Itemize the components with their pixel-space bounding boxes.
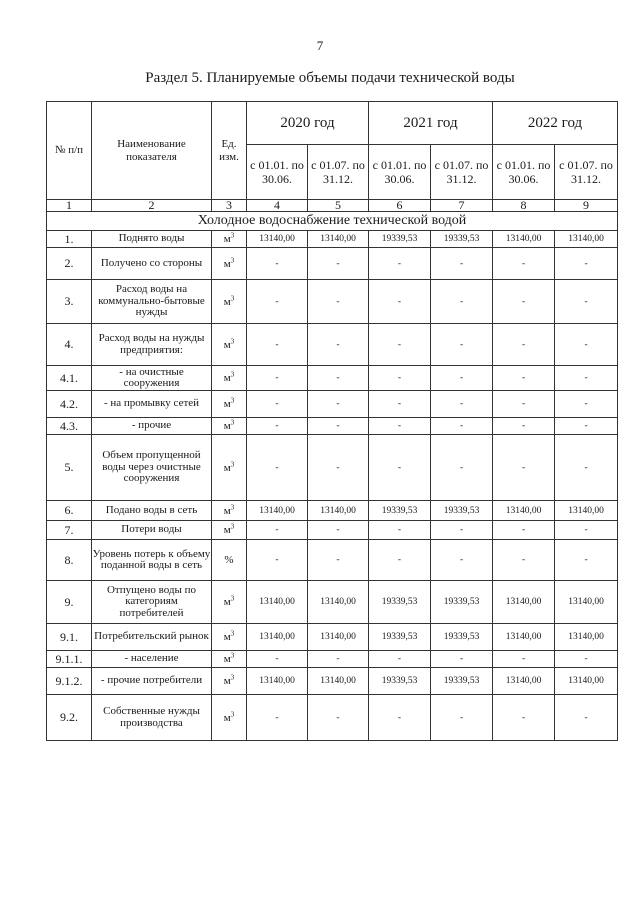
unit-exponent: 3 [230, 336, 235, 345]
value-cell: - [247, 418, 308, 435]
unit-exponent: 3 [230, 709, 235, 718]
value-cell: 13140,00 [308, 581, 369, 624]
value-cell: - [431, 521, 493, 540]
unit-base: м [223, 398, 231, 410]
value-cell: - [555, 248, 618, 280]
table-row [47, 521, 618, 540]
value-cell: - [555, 435, 618, 501]
value-cell: - [308, 280, 369, 324]
unit-base: м [223, 596, 231, 608]
unit-cell [212, 418, 247, 435]
value-cell: - [247, 521, 308, 540]
value-cell: - [493, 391, 555, 418]
unit-cell [212, 521, 247, 540]
unit-exponent: 3 [230, 396, 235, 405]
value-cell: - [308, 391, 369, 418]
value-cell: - [431, 366, 493, 391]
unit-base: м [223, 653, 231, 665]
value-cell: - [369, 435, 431, 501]
table-row [47, 624, 618, 651]
value-cell: - [369, 366, 431, 391]
value-cell: - [555, 540, 618, 581]
row-number: 6. [47, 501, 92, 521]
header-number: № п/п [47, 102, 92, 200]
row-number: 9. [47, 581, 92, 624]
value-cell: 19339,53 [431, 624, 493, 651]
value-cell: 13140,00 [555, 624, 618, 651]
indicator-name: Потребительский рынок [92, 624, 212, 651]
value-cell: 19339,53 [369, 581, 431, 624]
row-number: 7. [47, 521, 92, 540]
unit-base: м [223, 372, 231, 384]
indicator-name: Отпущено воды по категориям потребителей [92, 581, 212, 624]
table-row [47, 695, 618, 741]
value-cell: - [369, 418, 431, 435]
value-cell: - [555, 324, 618, 366]
value-cell: - [431, 695, 493, 741]
row-number: 9.1. [47, 624, 92, 651]
unit-base: м [223, 461, 231, 474]
value-cell: - [369, 695, 431, 741]
value-cell: - [555, 366, 618, 391]
column-number: 5 [308, 200, 369, 212]
unit-exponent: 3 [230, 370, 235, 379]
value-cell: - [247, 695, 308, 741]
indicator-name: - прочие [92, 418, 212, 435]
value-cell: - [493, 435, 555, 501]
value-cell: - [431, 651, 493, 668]
unit-exponent: 3 [230, 293, 235, 302]
value-cell: - [369, 651, 431, 668]
value-cell: - [493, 651, 555, 668]
indicator-name: Поднято воды [92, 231, 212, 248]
indicator-name: Объем пропущенной воды через очистные сооружения [92, 435, 212, 501]
value-cell: - [493, 695, 555, 741]
value-cell: - [555, 391, 618, 418]
unit-exponent: 3 [230, 255, 235, 264]
unit-base: м [223, 295, 231, 308]
table-row [47, 231, 618, 248]
value-cell: - [308, 540, 369, 581]
value-cell: - [247, 248, 308, 280]
unit-cell [212, 581, 247, 624]
table-body [47, 212, 618, 741]
indicator-name: - на очистные сооружения [92, 366, 212, 391]
value-cell: 13140,00 [247, 668, 308, 695]
column-number: 6 [369, 200, 431, 212]
value-cell: - [493, 280, 555, 324]
value-cell: 13140,00 [493, 668, 555, 695]
unit-base: м [223, 524, 231, 536]
unit-cell [212, 231, 247, 248]
value-cell: - [369, 280, 431, 324]
column-number: 3 [212, 200, 247, 212]
indicator-name: Подано воды в сеть [92, 501, 212, 521]
column-number: 8 [493, 200, 555, 212]
header-period: с 01.01. по 30.06. [369, 145, 431, 200]
unit-base: м [223, 631, 231, 643]
value-cell: - [308, 651, 369, 668]
unit-cell [212, 248, 247, 280]
value-cell: 19339,53 [431, 231, 493, 248]
value-cell: - [308, 366, 369, 391]
unit-cell [212, 435, 247, 501]
column-number: 4 [247, 200, 308, 212]
section-heading-row [47, 212, 618, 231]
indicator-name: - на промывку сетей [92, 391, 212, 418]
value-cell: - [247, 651, 308, 668]
row-number: 9.2. [47, 695, 92, 741]
value-cell: 13140,00 [308, 668, 369, 695]
unit-cell [212, 324, 247, 366]
value-cell: - [308, 248, 369, 280]
value-cell: 13140,00 [247, 501, 308, 521]
unit-cell [212, 651, 247, 668]
unit-cell [212, 391, 247, 418]
row-number: 8. [47, 540, 92, 581]
value-cell: - [308, 435, 369, 501]
table-row [47, 501, 618, 521]
row-number: 4.3. [47, 418, 92, 435]
value-cell: - [555, 521, 618, 540]
section-title: Раздел 5. Планируемые объемы подачи технической воды [145, 70, 515, 86]
table-row [47, 248, 618, 280]
unit-cell [212, 695, 247, 741]
indicator-name: Потери воды [92, 521, 212, 540]
unit-cell [212, 668, 247, 695]
value-cell: 13140,00 [247, 624, 308, 651]
table-row [47, 651, 618, 668]
unit-base: м [223, 420, 231, 432]
unit-cell [212, 501, 247, 521]
value-cell: 13140,00 [308, 231, 369, 248]
value-cell: - [308, 695, 369, 741]
value-cell: - [247, 324, 308, 366]
value-cell: 19339,53 [369, 501, 431, 521]
unit-exponent: 3 [230, 522, 235, 531]
header-period: с 01.07. по 31.12. [555, 145, 618, 200]
value-cell: 19339,53 [431, 501, 493, 521]
page-number: 7 [316, 38, 324, 53]
value-cell: - [369, 540, 431, 581]
value-cell: 13140,00 [493, 231, 555, 248]
value-cell: 13140,00 [555, 581, 618, 624]
header-period: с 01.01. по 30.06. [493, 145, 555, 200]
table-header [47, 102, 618, 212]
header-unit: Ед. изм. [212, 102, 247, 200]
row-number: 5. [47, 435, 92, 501]
value-cell: 13140,00 [308, 624, 369, 651]
column-number: 7 [431, 200, 493, 212]
value-cell: - [493, 324, 555, 366]
unit-base: м [223, 338, 231, 351]
table-row [47, 324, 618, 366]
indicator-name: Расход воды на коммунально-бытовые нужды [92, 280, 212, 324]
value-cell: 13140,00 [555, 501, 618, 521]
unit-base: м [223, 711, 231, 724]
row-number: 9.1.1. [47, 651, 92, 668]
column-number: 2 [92, 200, 212, 212]
value-cell: - [431, 435, 493, 501]
value-cell: - [493, 366, 555, 391]
unit-base: м [223, 257, 231, 270]
unit-cell [212, 366, 247, 391]
unit-exponent: 3 [230, 459, 235, 468]
row-number: 4.2. [47, 391, 92, 418]
value-cell: - [493, 521, 555, 540]
indicator-name: Уровень потерь к объему поданной воды в сеть [92, 540, 212, 581]
value-cell: - [493, 248, 555, 280]
table-row [47, 581, 618, 624]
unit-base: % [224, 554, 234, 566]
table-row [47, 540, 618, 581]
table-row [47, 280, 618, 324]
unit-cell [212, 624, 247, 651]
value-cell: - [369, 521, 431, 540]
table-row [47, 418, 618, 435]
header-period: с 01.07. по 31.12. [308, 145, 369, 200]
row-number: 2. [47, 248, 92, 280]
value-cell: - [247, 391, 308, 418]
column-number: 9 [555, 200, 618, 212]
table-row [47, 391, 618, 418]
unit-base: м [223, 233, 231, 245]
unit-exponent: 3 [230, 231, 235, 240]
value-cell: 19339,53 [369, 668, 431, 695]
value-cell: - [555, 651, 618, 668]
value-cell: - [247, 540, 308, 581]
header-year: 2022 год [493, 102, 618, 145]
value-cell: 13140,00 [247, 581, 308, 624]
unit-exponent: 3 [230, 418, 235, 427]
unit-exponent: 3 [230, 651, 235, 660]
value-cell: - [308, 324, 369, 366]
section-heading: Холодное водоснабжение технической водой [47, 212, 618, 231]
value-cell: - [431, 280, 493, 324]
unit-base: м [223, 675, 231, 687]
row-number: 4. [47, 324, 92, 366]
value-cell: - [555, 695, 618, 741]
unit-exponent: 3 [230, 502, 235, 511]
value-cell: 13140,00 [493, 581, 555, 624]
value-cell: 19339,53 [431, 668, 493, 695]
header-year: 2021 год [369, 102, 493, 145]
water-supply-table [46, 101, 618, 741]
column-number: 1 [47, 200, 92, 212]
value-cell: - [247, 280, 308, 324]
header-period: с 01.07. по 31.12. [431, 145, 493, 200]
indicator-name: - прочие потребители [92, 668, 212, 695]
value-cell: - [308, 418, 369, 435]
unit-cell [212, 540, 247, 581]
value-cell: 13140,00 [555, 231, 618, 248]
value-cell: 19339,53 [369, 624, 431, 651]
row-number: 3. [47, 280, 92, 324]
unit-cell [212, 280, 247, 324]
row-number: 9.1.2. [47, 668, 92, 695]
indicator-name: Собственные нужды производства [92, 695, 212, 741]
unit-exponent: 3 [230, 673, 235, 682]
value-cell: - [308, 521, 369, 540]
value-cell: - [431, 391, 493, 418]
value-cell: - [555, 418, 618, 435]
value-cell: - [431, 418, 493, 435]
header-name: Наименование показателя [92, 102, 212, 200]
value-cell: 19339,53 [431, 581, 493, 624]
unit-exponent: 3 [230, 629, 235, 638]
value-cell: - [431, 540, 493, 581]
header-year: 2020 год [247, 102, 369, 145]
table-row [47, 668, 618, 695]
unit-exponent: 3 [230, 594, 235, 603]
value-cell: 13140,00 [493, 624, 555, 651]
row-number: 4.1. [47, 366, 92, 391]
value-cell: 13140,00 [555, 668, 618, 695]
indicator-name: Получено со стороны [92, 248, 212, 280]
row-number: 1. [47, 231, 92, 248]
value-cell: - [493, 540, 555, 581]
table-row [47, 435, 618, 501]
value-cell: - [369, 248, 431, 280]
value-cell: - [431, 248, 493, 280]
value-cell: 13140,00 [308, 501, 369, 521]
value-cell: - [247, 366, 308, 391]
value-cell: 19339,53 [369, 231, 431, 248]
value-cell: 13140,00 [247, 231, 308, 248]
unit-base: м [223, 504, 231, 517]
header-period: с 01.01. по 30.06. [247, 145, 308, 200]
value-cell: 13140,00 [493, 501, 555, 521]
value-cell: - [431, 324, 493, 366]
value-cell: - [369, 391, 431, 418]
indicator-name: - население [92, 651, 212, 668]
value-cell: - [555, 280, 618, 324]
indicator-name: Расход воды на нужды предприятия: [92, 324, 212, 366]
value-cell: - [493, 418, 555, 435]
column-number-row [47, 200, 618, 212]
value-cell: - [247, 435, 308, 501]
table-row [47, 366, 618, 391]
value-cell: - [369, 324, 431, 366]
